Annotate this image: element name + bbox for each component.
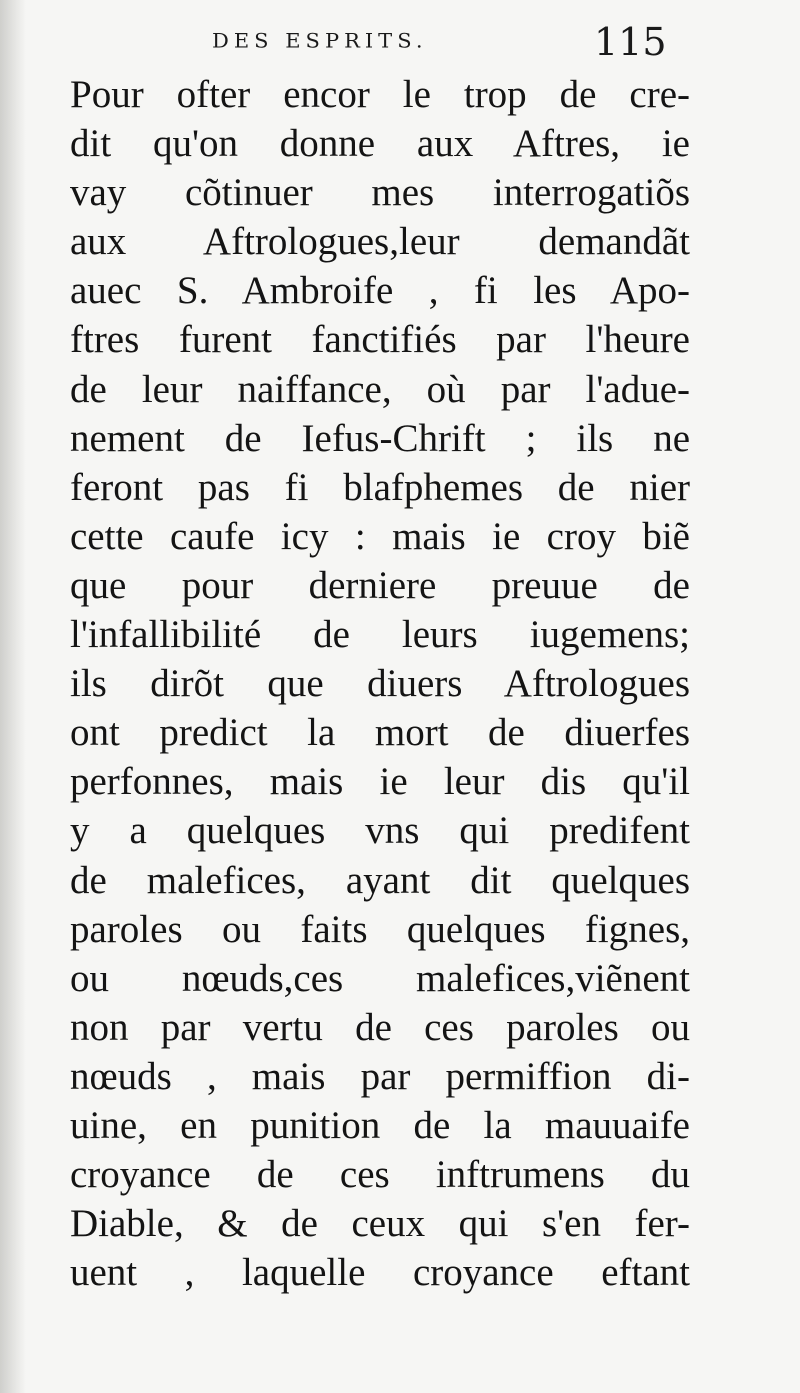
- text-line: Diable, & de ceux qui s'en fer-: [70, 1202, 690, 1246]
- body-text: [70, 70, 690, 1297]
- text-line: nement de Iefus-Chrift ; ils ne: [70, 416, 690, 460]
- text-line: cette caufe icy : mais ie croy biẽ: [70, 514, 690, 558]
- text-line: que pour derniere preuue de: [70, 563, 690, 607]
- text-line: non par vertu de ces paroles ou: [70, 1005, 690, 1049]
- text-line: uent , laquelle croyance eftant: [70, 1251, 690, 1295]
- text-line: ils dirõt que diuers Aftrologues: [70, 662, 690, 706]
- text-line: de malefices, ayant dit quelques: [70, 858, 690, 902]
- text-line: croyance de ces inftrumens du: [70, 1153, 690, 1197]
- text-line: perfonnes, mais ie leur dis qu'il: [70, 760, 690, 804]
- text-line: feront pas fi blafphemes de nier: [70, 465, 690, 509]
- text-line: y a quelques vns qui predifent: [70, 809, 690, 853]
- gutter-shadow: [0, 0, 26, 1393]
- running-head: DES ESPRITS.: [212, 30, 428, 53]
- text-line: nœuds , mais par permiffion di-: [70, 1054, 690, 1098]
- text-line: vay cõtinuer mes interrogatiõs: [70, 171, 690, 215]
- text-line: ftres furent fanctifiés par l'heure: [70, 318, 690, 362]
- text-line: aux Aftrologues,leur demandãt: [70, 220, 690, 264]
- text-line: ont predict la mort de diuerfes: [70, 711, 690, 755]
- page-number: 115: [594, 20, 667, 64]
- text-line: de leur naiffance, où par l'adue-: [70, 367, 690, 411]
- text-line: auec S. Ambroife , fi les Apo-: [70, 269, 690, 313]
- text-line: Pour ofter encor le trop de cre-: [70, 73, 690, 116]
- text-line: uine, en punition de la mauuaife: [70, 1103, 690, 1147]
- text-line: dit qu'on donne aux Aftres, ie: [70, 122, 690, 166]
- text-line: paroles ou faits quelques fignes,: [70, 907, 690, 951]
- text-line: l'infallibilité de leurs iugemens;: [70, 613, 690, 657]
- text-line: ou nœuds,ces malefices,viẽnent: [70, 956, 690, 1000]
